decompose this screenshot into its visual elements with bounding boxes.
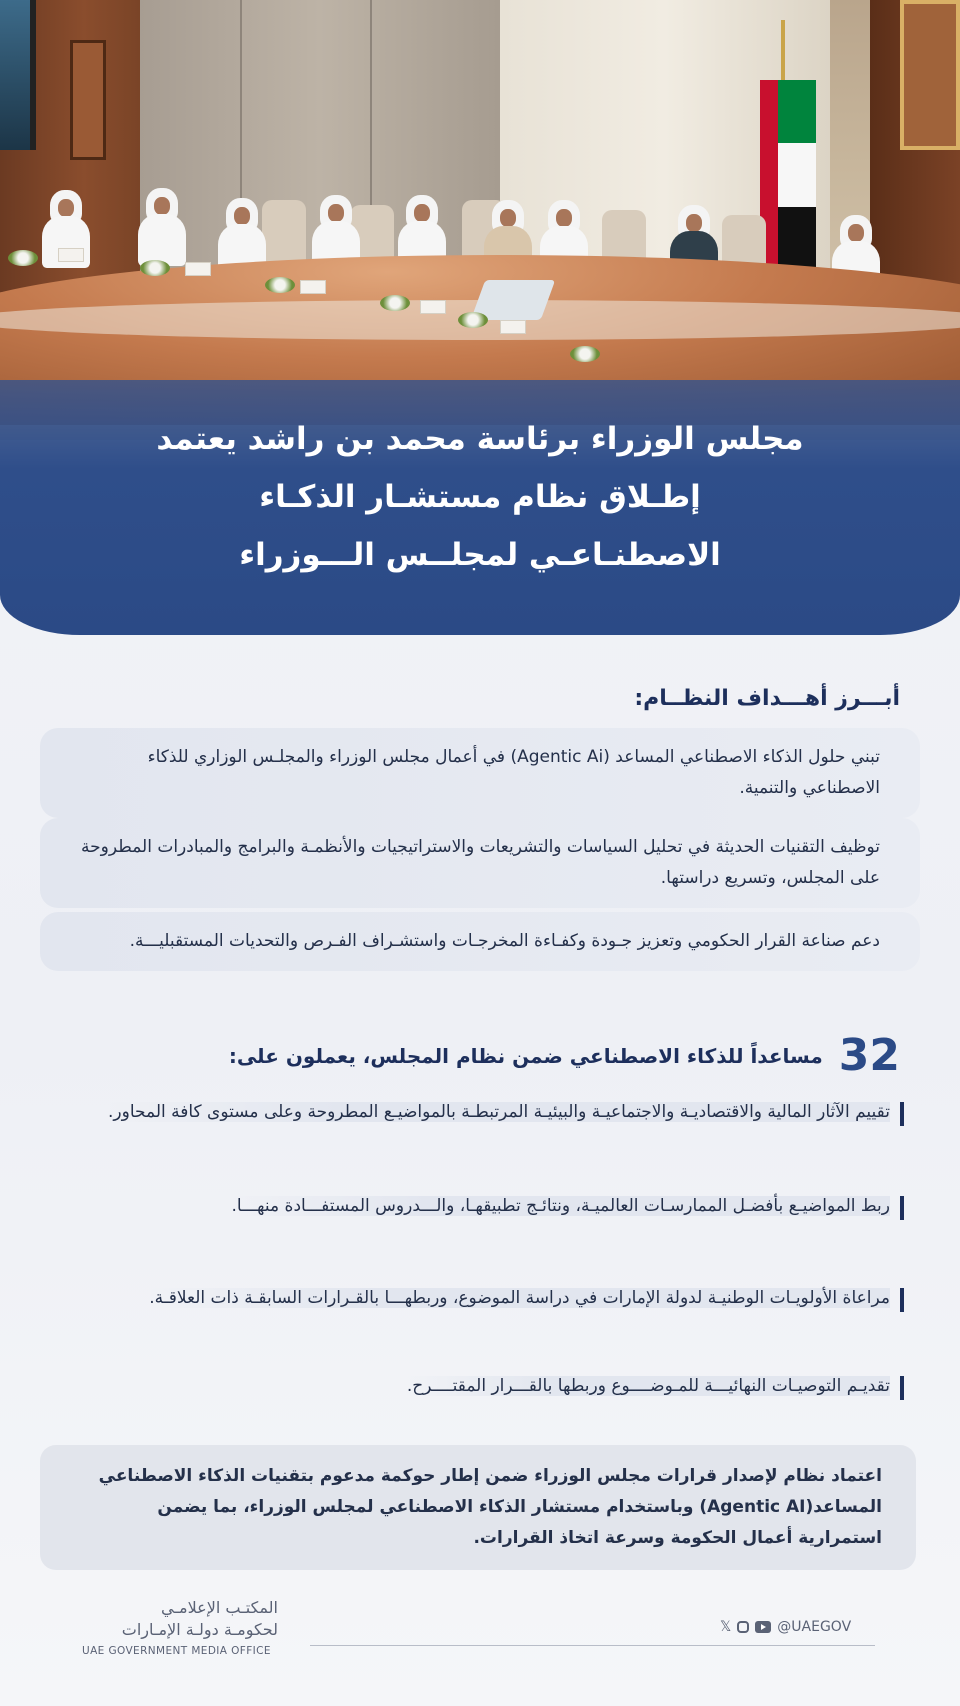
name-card xyxy=(500,320,526,334)
x-icon[interactable]: 𝕏 xyxy=(720,1619,732,1635)
title-line-2: إطـلاق نظام مستشـار الذكـاء xyxy=(259,479,701,515)
goal-item-3: دعم صناعة القرار الحكومي وتعزيز جـودة وكفـاءة المخرجـات واستشـراف الفـرص والتحديات المستقبليـــة. xyxy=(40,912,920,971)
task-item-1: تقييم الآثار المالية والاقتصاديـة والاجتماعيـة والبيئيـة المرتبطـة بالمواضيـع المطروحة وعلى مستوى كافة المحاور. xyxy=(70,1096,904,1129)
flowers xyxy=(140,260,170,276)
name-card xyxy=(58,248,84,262)
flowers xyxy=(265,277,295,293)
org-name-en: UAE GOVERNMENT MEDIA OFFICE xyxy=(82,1645,271,1657)
task-item-4: تقديـم التوصيـات النهائيـــة للمـوضــــوع وربطها بالقـــرار المقتــــرح. xyxy=(70,1370,904,1403)
name-card xyxy=(420,300,446,314)
name-card xyxy=(300,280,326,294)
task-item-3: مراعاة الأولويـات الوطنيـة لدولة الإمارات في دراسة الموضوع، وربطهـــا بالقـرارات السابقـة ذات العلاقـة. xyxy=(70,1282,904,1315)
uae-flag xyxy=(760,80,816,270)
org-name-ar-1: المكتـب الإعلامـي xyxy=(161,1598,278,1617)
page-title xyxy=(60,410,900,584)
cabinet-meeting-photo xyxy=(0,0,960,440)
media-office-logo xyxy=(82,1597,278,1657)
assistants-count: 32 xyxy=(838,1030,900,1081)
social-icons xyxy=(720,1619,851,1635)
assistants-heading: مساعداً للذكاء الاصطناعي ضمن نظام المجلس، يعملون على: xyxy=(228,1043,823,1068)
org-name-ar-2: لحكومـة دولـة الإمـارات xyxy=(121,1620,278,1639)
name-card xyxy=(185,262,211,276)
title-line-1: مجلس الوزراء برئاسة محمد بن راشد يعتمد xyxy=(156,421,804,457)
display-screen xyxy=(0,0,36,150)
goal-item-2: توظيف التقنيات الحديثة في تحليل السياسات والتشريعات والاستراتيجيات والأنظمـة والبرامج والمبادرات المطروحة على المجلس، وتسريع دراستها. xyxy=(40,818,920,908)
flowers xyxy=(458,312,488,328)
summary-box: اعتماد نظام لإصدار قرارات مجلس الوزراء ضمن إطار حوكمة مدعوم بتقنيات الذكاء الاصطناعي المساعد(Agentic AI) وباستخدام مستشار الذكاء الاصطناعي لمجلس الوزراء، بما يضمن استمرارية أعمال الحكومة وسرعة اتخاذ القرارات. xyxy=(40,1445,916,1570)
footer-divider xyxy=(310,1645,875,1646)
assistants-header xyxy=(229,1030,900,1081)
picture-frame xyxy=(900,0,960,150)
social-handle[interactable]: @UAEGOV xyxy=(777,1619,852,1635)
task-item-2: ربط المواضيـع بأفضـل الممارسـات العالميـة، ونتائـج تطبيقهـا، والـــدروس المستفـــادة منهـــا. xyxy=(70,1190,904,1223)
goal-item-1: تبني حلول الذكاء الاصطناعي المساعد (Agentic Ai) في أعمال مجلس الوزراء والمجلـس الوزاري للذكاء الاصطناعي والتنمية. xyxy=(40,728,920,818)
goals-heading: أبـــرز أهـــداف النظــام: xyxy=(634,686,900,711)
title-line-3: الاصطنـاعـي لمجلــس الـــوزراء xyxy=(239,537,721,573)
flowers xyxy=(8,250,38,266)
instagram-icon[interactable] xyxy=(737,1621,749,1633)
youtube-icon[interactable] xyxy=(755,1621,771,1633)
flowers xyxy=(380,295,410,311)
flowers xyxy=(570,346,600,362)
